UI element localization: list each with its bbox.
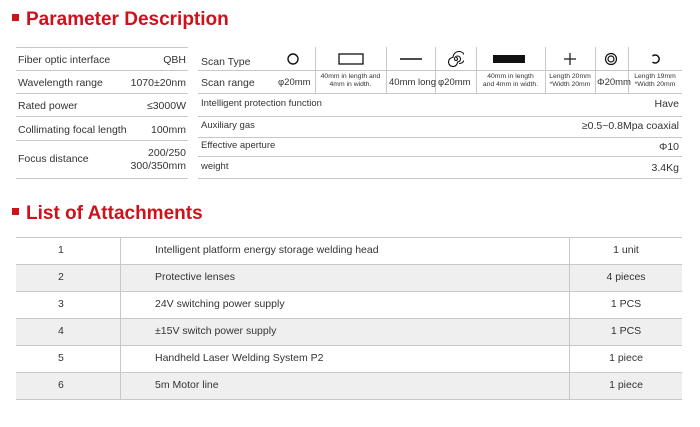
row-quantity: 1 piece (609, 352, 643, 364)
feature-value: Φ10 (658, 141, 679, 153)
spec-value: QBH (163, 54, 186, 66)
feature-label: Auxiliary gas (201, 120, 255, 131)
row-item: Protective lenses (155, 271, 235, 283)
scan-range-value: 40mm in length and 4mm in width. (482, 73, 539, 88)
cross-icon (563, 52, 577, 66)
heading-square-icon (12, 208, 19, 215)
row-number: 6 (58, 379, 64, 391)
feature-label: Effective aperture (201, 140, 276, 151)
row-item: ±15V switch power supply (155, 325, 277, 337)
scan-range-value: Length 20mm *Width 20mm (549, 73, 591, 88)
row-number: 3 (58, 298, 64, 310)
feature-label: weight (201, 161, 229, 172)
spiral-icon (448, 51, 464, 67)
attachments-heading (12, 203, 203, 225)
row-quantity: 1 piece (609, 379, 643, 391)
spec-label: Collimating focal length (18, 124, 127, 136)
row-quantity: 4 pieces (606, 271, 646, 283)
spec-label: Rated power (18, 100, 78, 112)
rectangle-icon (338, 52, 364, 66)
spec-value-2: 300/350mm (130, 160, 186, 172)
parameter-heading (12, 9, 229, 31)
circle-icon (286, 52, 300, 66)
parameter-title: Parameter Description (26, 9, 229, 30)
scan-range-value: φ20mm (438, 77, 471, 88)
attachments-title: List of Attachments (26, 203, 203, 224)
row-number: 4 (58, 325, 64, 337)
scan-range-value: φ20mm (278, 77, 311, 88)
scan-range-value: Length 19mm *Width 20mm (634, 73, 676, 88)
scan-range-label: Scan range (201, 77, 255, 89)
row-number: 2 (58, 271, 64, 283)
row-item: 5m Motor line (155, 379, 219, 391)
spec-value: 100mm (150, 124, 186, 136)
row-quantity: 1 unit (613, 244, 639, 256)
feature-value: ≥0.5~0.8Mpa coaxial (581, 120, 679, 132)
feature-value: Have (654, 98, 679, 110)
thick-bar-icon (492, 52, 526, 66)
scan-type-label: Scan Type (201, 56, 251, 68)
line-icon (399, 52, 423, 66)
row-item: 24V switching power supply (155, 298, 285, 310)
spec-label: Fiber optic interface (18, 54, 111, 66)
row-item: Handheld Laser Welding System P2 (155, 352, 324, 364)
scan-range-value: 40mm long (389, 77, 436, 88)
feature-label: Intelligent protection function (201, 98, 322, 109)
open-arc-icon (648, 52, 662, 66)
spec-value: 1070±20nm (130, 77, 186, 89)
scan-range-value: Φ20mm (597, 77, 631, 88)
row-number: 5 (58, 352, 64, 364)
spec-value: ≤3000W (146, 100, 186, 112)
double-circle-icon (604, 52, 618, 66)
spec-value: 200/250 (148, 147, 186, 159)
row-item: Intelligent platform energy storage welding head (155, 244, 379, 256)
row-quantity: 1 PCS (610, 298, 642, 310)
row-quantity: 1 PCS (610, 325, 642, 337)
heading-square-icon (12, 14, 19, 21)
scan-range-value: 40mm in length and 4mm in width. (320, 73, 381, 88)
spec-label: Wavelength range (18, 77, 103, 89)
row-number: 1 (58, 244, 64, 256)
spec-label: Focus distance (18, 153, 89, 165)
feature-value: 3.4Kg (651, 162, 679, 174)
